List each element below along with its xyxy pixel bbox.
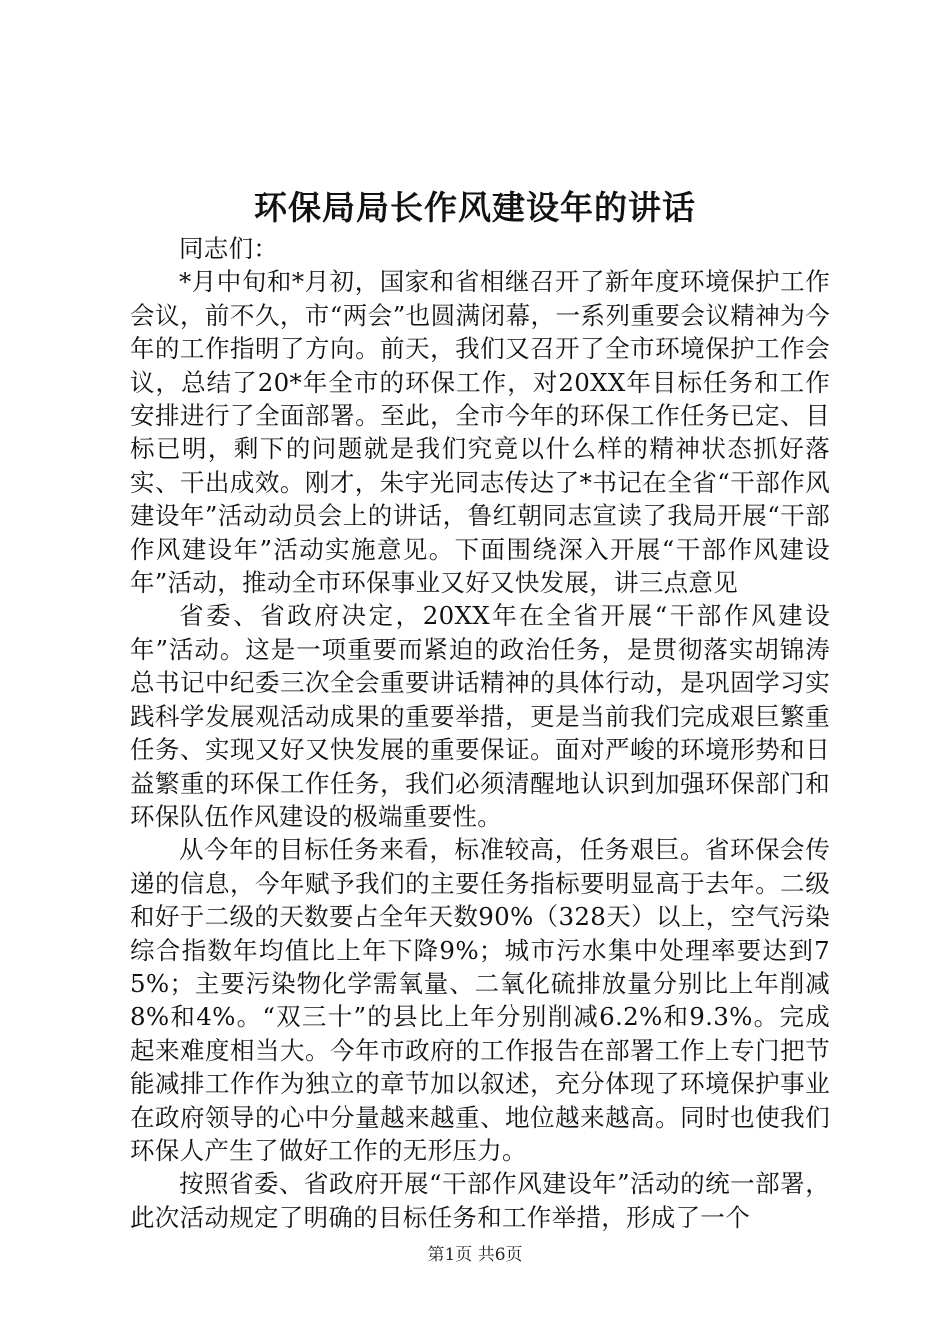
body-paragraph: *月中旬和*月初，国家和省相继召开了新年度环境保护工作会议，前不久，市“两会”也圆满闭幕，一系列重要会议精神为今年的工作指明了方向。前天，我们又召开了全市环境保护工作会议，总结了20*年全市的环保工作，对20XX年目标任务和工作安排进行了全面部署。至此，全市今年的环保工作任务已定、目标已明，剩下的问题就是我们究竟以什么样的精神状态抓好落实、干出成效。刚才，朱宇光同志传达了*书记在全省“干部作风建设年”活动动员会上的讲话，鲁红朝同志宣读了我局开展“干部作风建设年”活动实施意见。下面围绕深入开展“干部作风建设年”活动，推动全市环保事业又好又快发展，讲三点意见	[130, 267, 830, 598]
salutation-paragraph: 同志们：	[179, 234, 279, 263]
body-paragraph: 按照省委、省政府开展“干部作风建设年”活动的统一部署，此次活动规定了明确的目标任务和工作举措，形成了一个	[130, 1169, 830, 1232]
body-paragraph: 省委、省政府决定，20XX年在全省开展“干部作风建设年”活动。这是一项重要而紧迫的政治任务，是贯彻落实胡锦涛总书记中纪委三次全会重要讲话精神的具体行动，是巩固学习实践科学发展观活动成果的重要举措，更是当前我们完成艰巨繁重任务、实现又好又快发展的重要保证。面对严峻的环境形势和日益繁重的环保工作任务，我们必须清醒地认识到加强环保部门和环保队伍作风建设的极端重要性。	[130, 601, 831, 831]
page-number-footer: 第1页 共6页	[427, 1245, 523, 1265]
body-paragraph: 从今年的目标任务来看，标准较高，任务艰巨。省环保会传递的信息，今年赋予我们的主要任务指标要明显高于去年。二级和好于二级的天数要占全年天数90%（328天）以上，空气污染综合指数年均值比上年下降9%；城市污水集中处理率要达到75%；主要污染物化学需氧量、二氧化硫排放量分别比上年削减8%和4%。“双三十”的县比上年分别削减6.2%和9.3%。完成起来难度相当大。今年市政府的工作报告在部署工作上专门把节能减排工作作为独立的章节加以叙述，充分体现了环境保护事业在政府领导的心中分量越来越重、地位越来越高。同时也使我们环保人产生了做好工作的无形压力。	[130, 835, 830, 1165]
document-body	[130, 232, 830, 1234]
document-title: 环保局局长作风建设年的讲话	[254, 188, 696, 227]
